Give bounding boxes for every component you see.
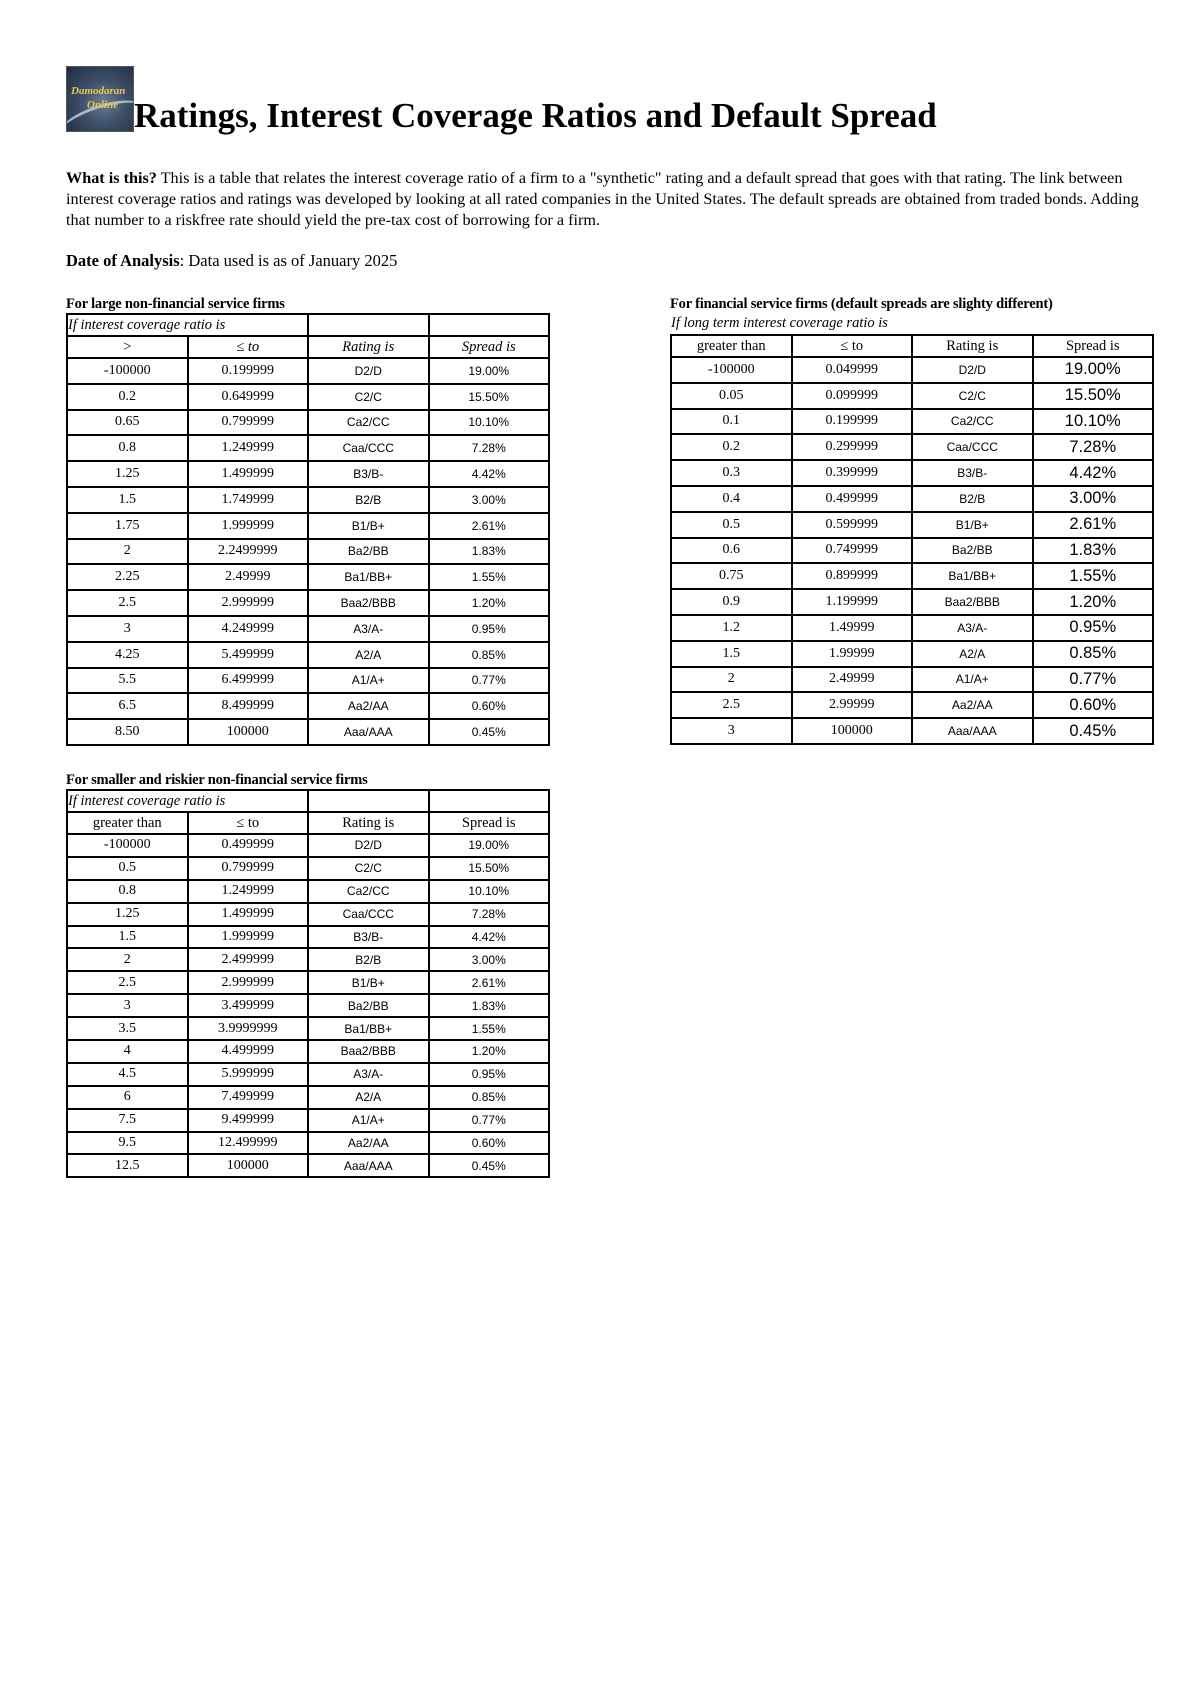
rating-cell: B1/B+ bbox=[912, 512, 1033, 538]
rating-cell: Ba2/BB bbox=[912, 538, 1033, 564]
coverage-greater-than-cell: 8.50 bbox=[67, 719, 188, 745]
coverage-greater-than-cell: 1.25 bbox=[67, 461, 188, 487]
rating-cell: B3/B- bbox=[308, 926, 429, 949]
rating-cell: A2/A bbox=[308, 1086, 429, 1109]
page-title: Ratings, Interest Coverage Ratios and Default Spread bbox=[134, 96, 937, 135]
table-row bbox=[67, 926, 549, 949]
rating-cell: A2/A bbox=[912, 641, 1033, 667]
coverage-upper-bound-cell: 2.999999 bbox=[188, 590, 309, 616]
spread-cell: 0.85% bbox=[429, 642, 550, 668]
table-row bbox=[67, 1040, 549, 1063]
coverage-upper-bound-cell: 2.49999 bbox=[792, 667, 913, 693]
coverage-upper-bound-cell: 100000 bbox=[188, 1154, 309, 1177]
table-subheader-row bbox=[671, 313, 1153, 335]
coverage-upper-bound-cell: 0.799999 bbox=[188, 857, 309, 880]
spread-cell: 1.83% bbox=[429, 994, 550, 1017]
coverage-upper-bound-cell: 0.099999 bbox=[792, 383, 913, 409]
table-row bbox=[671, 409, 1153, 435]
coverage-greater-than-cell: 0.2 bbox=[671, 434, 792, 460]
coverage-greater-than-cell: 0.5 bbox=[67, 857, 188, 880]
column-header: ≤ to bbox=[188, 336, 309, 358]
spread-cell: 3.00% bbox=[429, 487, 550, 513]
coverage-greater-than-cell: 1.5 bbox=[67, 926, 188, 949]
rating-cell: D2/D bbox=[912, 357, 1033, 383]
coverage-greater-than-cell: 7.5 bbox=[67, 1109, 188, 1132]
coverage-greater-than-cell: 3 bbox=[67, 994, 188, 1017]
table-row bbox=[67, 994, 549, 1017]
coverage-greater-than-cell: 0.9 bbox=[671, 589, 792, 615]
table-row bbox=[67, 1132, 549, 1155]
rating-cell: A3/A- bbox=[308, 1063, 429, 1086]
coverage-upper-bound-cell: 100000 bbox=[792, 718, 913, 744]
spread-cell: 0.95% bbox=[429, 1063, 550, 1086]
table-row bbox=[671, 486, 1153, 512]
spread-cell: 0.45% bbox=[429, 1154, 550, 1177]
coverage-greater-than-cell: 4.25 bbox=[67, 642, 188, 668]
rating-cell: A1/A+ bbox=[308, 668, 429, 694]
spread-cell: 4.42% bbox=[429, 461, 550, 487]
coverage-upper-bound-cell: 1.499999 bbox=[188, 903, 309, 926]
rating-cell: B3/B- bbox=[308, 461, 429, 487]
spread-cell: 7.28% bbox=[429, 435, 550, 461]
spread-cell: 1.20% bbox=[429, 1040, 550, 1063]
financial-firms-table bbox=[670, 313, 1154, 745]
spread-cell: 0.60% bbox=[429, 1132, 550, 1155]
rating-cell: Aaa/AAA bbox=[308, 719, 429, 745]
coverage-greater-than-cell: 5.5 bbox=[67, 668, 188, 694]
rating-cell: Ca2/CC bbox=[308, 880, 429, 903]
spread-cell: 4.42% bbox=[429, 926, 550, 949]
table-empty-cell bbox=[308, 790, 429, 812]
spread-cell: 10.10% bbox=[429, 880, 550, 903]
table-subheader: If long term interest coverage ratio is bbox=[671, 313, 1153, 335]
table-row bbox=[67, 435, 549, 461]
coverage-upper-bound-cell: 0.049999 bbox=[792, 357, 913, 383]
coverage-upper-bound-cell: 1.249999 bbox=[188, 435, 309, 461]
coverage-greater-than-cell: 2 bbox=[67, 948, 188, 971]
spread-cell: 0.77% bbox=[429, 1109, 550, 1132]
coverage-upper-bound-cell: 0.299999 bbox=[792, 434, 913, 460]
spread-cell: 0.85% bbox=[429, 1086, 550, 1109]
coverage-upper-bound-cell: 1.999999 bbox=[188, 926, 309, 949]
spread-cell: 15.50% bbox=[429, 857, 550, 880]
table-subheader: If interest coverage ratio is bbox=[67, 314, 308, 336]
coverage-upper-bound-cell: 2.499999 bbox=[188, 948, 309, 971]
small-firms-table bbox=[66, 789, 550, 1178]
table-header-row bbox=[67, 812, 549, 834]
intro-paragraph bbox=[66, 168, 1156, 231]
coverage-upper-bound-cell: 0.399999 bbox=[792, 460, 913, 486]
rating-cell: B1/B+ bbox=[308, 513, 429, 539]
table-row bbox=[67, 410, 549, 436]
rating-cell: B2/B bbox=[912, 486, 1033, 512]
table-subheader: If interest coverage ratio is bbox=[67, 790, 308, 812]
table-row bbox=[67, 693, 549, 719]
coverage-upper-bound-cell: 2.999999 bbox=[188, 971, 309, 994]
rating-cell: Baa2/BBB bbox=[308, 1040, 429, 1063]
coverage-upper-bound-cell: 12.499999 bbox=[188, 1132, 309, 1155]
spread-cell: 7.28% bbox=[1033, 434, 1154, 460]
table-row bbox=[671, 512, 1153, 538]
coverage-upper-bound-cell: 4.249999 bbox=[188, 616, 309, 642]
spread-cell: 3.00% bbox=[429, 948, 550, 971]
coverage-upper-bound-cell: 1.999999 bbox=[188, 513, 309, 539]
spread-cell: 0.60% bbox=[429, 693, 550, 719]
rating-cell: B1/B+ bbox=[308, 971, 429, 994]
coverage-greater-than-cell: 0.6 bbox=[671, 538, 792, 564]
coverage-greater-than-cell: 1.2 bbox=[671, 615, 792, 641]
rating-cell: C2/C bbox=[308, 384, 429, 410]
column-header: ≤ to bbox=[188, 812, 309, 834]
table-row bbox=[67, 564, 549, 590]
spread-cell: 0.95% bbox=[1033, 615, 1154, 641]
table-subheader-row bbox=[67, 314, 549, 336]
coverage-upper-bound-cell: 100000 bbox=[188, 719, 309, 745]
coverage-upper-bound-cell: 1.199999 bbox=[792, 589, 913, 615]
table-empty-cell bbox=[429, 790, 550, 812]
coverage-upper-bound-cell: 0.749999 bbox=[792, 538, 913, 564]
rating-cell: D2/D bbox=[308, 358, 429, 384]
coverage-greater-than-cell: 12.5 bbox=[67, 1154, 188, 1177]
rating-cell: Caa/CCC bbox=[308, 903, 429, 926]
coverage-greater-than-cell: 6 bbox=[67, 1086, 188, 1109]
table-row bbox=[671, 667, 1153, 693]
large-table-caption: For large non-financial service firms bbox=[66, 296, 285, 312]
table-row bbox=[671, 538, 1153, 564]
spread-cell: 19.00% bbox=[429, 834, 550, 857]
coverage-upper-bound-cell: 6.499999 bbox=[188, 668, 309, 694]
spread-cell: 0.45% bbox=[429, 719, 550, 745]
coverage-upper-bound-cell: 1.99999 bbox=[792, 641, 913, 667]
column-header: > bbox=[67, 336, 188, 358]
table-row bbox=[67, 668, 549, 694]
column-header: Rating is bbox=[912, 335, 1033, 357]
coverage-upper-bound-cell: 0.899999 bbox=[792, 563, 913, 589]
rating-cell: Ca2/CC bbox=[912, 409, 1033, 435]
column-header: Rating is bbox=[308, 336, 429, 358]
rating-cell: B3/B- bbox=[912, 460, 1033, 486]
table-row bbox=[67, 513, 549, 539]
rating-cell: Aaa/AAA bbox=[308, 1154, 429, 1177]
coverage-upper-bound-cell: 9.499999 bbox=[188, 1109, 309, 1132]
table-empty-cell bbox=[308, 314, 429, 336]
coverage-upper-bound-cell: 0.199999 bbox=[792, 409, 913, 435]
spread-cell: 15.50% bbox=[429, 384, 550, 410]
coverage-upper-bound-cell: 0.799999 bbox=[188, 410, 309, 436]
table-row bbox=[671, 357, 1153, 383]
table-row bbox=[67, 1063, 549, 1086]
rating-cell: Ba1/BB+ bbox=[308, 1017, 429, 1040]
column-header: ≤ to bbox=[792, 335, 913, 357]
table-row bbox=[67, 590, 549, 616]
coverage-greater-than-cell: 3.5 bbox=[67, 1017, 188, 1040]
rating-cell: Baa2/BBB bbox=[912, 589, 1033, 615]
coverage-upper-bound-cell: 0.499999 bbox=[792, 486, 913, 512]
table-row bbox=[67, 857, 549, 880]
coverage-greater-than-cell: 2 bbox=[67, 539, 188, 565]
spread-cell: 0.60% bbox=[1033, 692, 1154, 718]
spread-cell: 1.20% bbox=[1033, 589, 1154, 615]
coverage-greater-than-cell: -100000 bbox=[67, 358, 188, 384]
coverage-greater-than-cell: 2.5 bbox=[671, 692, 792, 718]
table-row bbox=[671, 383, 1153, 409]
coverage-upper-bound-cell: 1.249999 bbox=[188, 880, 309, 903]
coverage-greater-than-cell: 0.4 bbox=[671, 486, 792, 512]
spread-cell: 0.77% bbox=[1033, 667, 1154, 693]
rating-cell: B2/B bbox=[308, 487, 429, 513]
coverage-upper-bound-cell: 7.499999 bbox=[188, 1086, 309, 1109]
rating-cell: A2/A bbox=[308, 642, 429, 668]
coverage-greater-than-cell: 3 bbox=[671, 718, 792, 744]
coverage-greater-than-cell: 0.8 bbox=[67, 880, 188, 903]
date-label: Date of Analysis bbox=[66, 251, 180, 270]
financial-table-caption: For financial service firms (default spreads are slighty different) bbox=[670, 296, 1053, 312]
table-row bbox=[67, 880, 549, 903]
column-header: greater than bbox=[67, 812, 188, 834]
table-row bbox=[67, 539, 549, 565]
coverage-greater-than-cell: 1.25 bbox=[67, 903, 188, 926]
logo-image: Damodaran Online bbox=[66, 66, 134, 132]
rating-cell: A1/A+ bbox=[308, 1109, 429, 1132]
spread-cell: 0.95% bbox=[429, 616, 550, 642]
coverage-upper-bound-cell: 4.499999 bbox=[188, 1040, 309, 1063]
coverage-upper-bound-cell: 0.649999 bbox=[188, 384, 309, 410]
table-row bbox=[67, 948, 549, 971]
coverage-greater-than-cell: 1.5 bbox=[671, 641, 792, 667]
rating-cell: Caa/CCC bbox=[912, 434, 1033, 460]
coverage-greater-than-cell: 0.5 bbox=[671, 512, 792, 538]
coverage-upper-bound-cell: 1.499999 bbox=[188, 461, 309, 487]
coverage-greater-than-cell: 0.05 bbox=[671, 383, 792, 409]
rating-cell: Aaa/AAA bbox=[912, 718, 1033, 744]
table-row bbox=[67, 384, 549, 410]
large-firms-table bbox=[66, 313, 550, 746]
rating-cell: Caa/CCC bbox=[308, 435, 429, 461]
table-row bbox=[67, 903, 549, 926]
coverage-greater-than-cell: 3 bbox=[67, 616, 188, 642]
spread-cell: 10.10% bbox=[1033, 409, 1154, 435]
spread-cell: 0.45% bbox=[1033, 718, 1154, 744]
coverage-upper-bound-cell: 8.499999 bbox=[188, 693, 309, 719]
rating-cell: A3/A- bbox=[308, 616, 429, 642]
coverage-upper-bound-cell: 2.2499999 bbox=[188, 539, 309, 565]
coverage-greater-than-cell: 2.5 bbox=[67, 971, 188, 994]
spread-cell: 4.42% bbox=[1033, 460, 1154, 486]
coverage-upper-bound-cell: 5.499999 bbox=[188, 642, 309, 668]
coverage-upper-bound-cell: 0.199999 bbox=[188, 358, 309, 384]
table-row bbox=[67, 834, 549, 857]
table-row bbox=[67, 461, 549, 487]
coverage-upper-bound-cell: 0.499999 bbox=[188, 834, 309, 857]
table-row bbox=[67, 719, 549, 745]
spread-cell: 2.61% bbox=[429, 971, 550, 994]
spread-cell: 2.61% bbox=[429, 513, 550, 539]
column-header: greater than bbox=[671, 335, 792, 357]
table-row bbox=[67, 971, 549, 994]
table-subheader-row bbox=[67, 790, 549, 812]
spread-cell: 3.00% bbox=[1033, 486, 1154, 512]
coverage-upper-bound-cell: 5.999999 bbox=[188, 1063, 309, 1086]
rating-cell: Ca2/CC bbox=[308, 410, 429, 436]
table-row bbox=[67, 1154, 549, 1177]
coverage-greater-than-cell: 4 bbox=[67, 1040, 188, 1063]
coverage-greater-than-cell: 0.8 bbox=[67, 435, 188, 461]
spread-cell: 19.00% bbox=[1033, 357, 1154, 383]
coverage-greater-than-cell: 6.5 bbox=[67, 693, 188, 719]
table-row bbox=[671, 434, 1153, 460]
intro-label: What is this? bbox=[66, 169, 157, 187]
coverage-upper-bound-cell: 1.749999 bbox=[188, 487, 309, 513]
table-row bbox=[67, 642, 549, 668]
rating-cell: D2/D bbox=[308, 834, 429, 857]
spread-cell: 7.28% bbox=[429, 903, 550, 926]
coverage-greater-than-cell: 0.75 bbox=[671, 563, 792, 589]
coverage-greater-than-cell: 0.3 bbox=[671, 460, 792, 486]
spread-cell: 19.00% bbox=[429, 358, 550, 384]
spread-cell: 15.50% bbox=[1033, 383, 1154, 409]
coverage-upper-bound-cell: 2.99999 bbox=[792, 692, 913, 718]
coverage-upper-bound-cell: 0.599999 bbox=[792, 512, 913, 538]
rating-cell: C2/C bbox=[912, 383, 1033, 409]
rating-cell: Ba2/BB bbox=[308, 539, 429, 565]
table-row bbox=[67, 616, 549, 642]
coverage-greater-than-cell: 0.65 bbox=[67, 410, 188, 436]
spread-cell: 1.55% bbox=[1033, 563, 1154, 589]
column-header: Spread is bbox=[1033, 335, 1154, 357]
coverage-upper-bound-cell: 1.49999 bbox=[792, 615, 913, 641]
coverage-upper-bound-cell: 2.49999 bbox=[188, 564, 309, 590]
spread-cell: 1.55% bbox=[429, 564, 550, 590]
rating-cell: Ba1/BB+ bbox=[308, 564, 429, 590]
coverage-greater-than-cell: 1.75 bbox=[67, 513, 188, 539]
rating-cell: Ba1/BB+ bbox=[912, 563, 1033, 589]
table-row bbox=[671, 460, 1153, 486]
spread-cell: 2.61% bbox=[1033, 512, 1154, 538]
table-row bbox=[67, 1086, 549, 1109]
coverage-greater-than-cell: 2 bbox=[671, 667, 792, 693]
table-row bbox=[671, 692, 1153, 718]
table-row bbox=[671, 563, 1153, 589]
column-header: Spread is bbox=[429, 336, 550, 358]
coverage-greater-than-cell: 1.5 bbox=[67, 487, 188, 513]
spread-cell: 10.10% bbox=[429, 410, 550, 436]
rating-cell: Baa2/BBB bbox=[308, 590, 429, 616]
coverage-greater-than-cell: 2.25 bbox=[67, 564, 188, 590]
rating-cell: B2/B bbox=[308, 948, 429, 971]
table-row bbox=[671, 589, 1153, 615]
rating-cell: Aa2/AA bbox=[912, 692, 1033, 718]
coverage-greater-than-cell: -100000 bbox=[67, 834, 188, 857]
column-header: Spread is bbox=[429, 812, 550, 834]
table-row bbox=[67, 1109, 549, 1132]
small-table-caption: For smaller and riskier non-financial service firms bbox=[66, 772, 368, 788]
table-row bbox=[67, 358, 549, 384]
spread-cell: 1.83% bbox=[1033, 538, 1154, 564]
rating-cell: A1/A+ bbox=[912, 667, 1033, 693]
coverage-greater-than-cell: -100000 bbox=[671, 357, 792, 383]
coverage-greater-than-cell: 4.5 bbox=[67, 1063, 188, 1086]
spread-cell: 0.77% bbox=[429, 668, 550, 694]
coverage-greater-than-cell: 0.2 bbox=[67, 384, 188, 410]
coverage-greater-than-cell: 9.5 bbox=[67, 1132, 188, 1155]
spread-cell: 1.83% bbox=[429, 539, 550, 565]
coverage-greater-than-cell: 2.5 bbox=[67, 590, 188, 616]
table-row bbox=[67, 487, 549, 513]
coverage-greater-than-cell: 0.1 bbox=[671, 409, 792, 435]
table-empty-cell bbox=[429, 314, 550, 336]
table-row bbox=[671, 615, 1153, 641]
spread-cell: 1.55% bbox=[429, 1017, 550, 1040]
table-row bbox=[671, 718, 1153, 744]
rating-cell: A3/A- bbox=[912, 615, 1033, 641]
rating-cell: C2/C bbox=[308, 857, 429, 880]
column-header: Rating is bbox=[308, 812, 429, 834]
table-header-row bbox=[67, 336, 549, 358]
rating-cell: Ba2/BB bbox=[308, 994, 429, 1017]
coverage-upper-bound-cell: 3.499999 bbox=[188, 994, 309, 1017]
table-header-row bbox=[671, 335, 1153, 357]
date-text: : Data used is as of January 2025 bbox=[179, 251, 398, 270]
intro-text: This is a table that relates the interest coverage ratio of a firm to a "synthetic" rating and a default spread that goes with that rating. The link between interest coverage ratios and ratings was developed by looking at all rated companies in the United States. The default spreads are obtained from traded bonds. Adding that number to a riskfree rate should yield the pre-tax cost of borrowing for a firm. bbox=[66, 169, 1139, 229]
spread-cell: 1.20% bbox=[429, 590, 550, 616]
spread-cell: 0.85% bbox=[1033, 641, 1154, 667]
table-row bbox=[67, 1017, 549, 1040]
date-of-analysis bbox=[66, 251, 397, 271]
rating-cell: Aa2/AA bbox=[308, 693, 429, 719]
table-row bbox=[671, 641, 1153, 667]
coverage-upper-bound-cell: 3.9999999 bbox=[188, 1017, 309, 1040]
rating-cell: Aa2/AA bbox=[308, 1132, 429, 1155]
